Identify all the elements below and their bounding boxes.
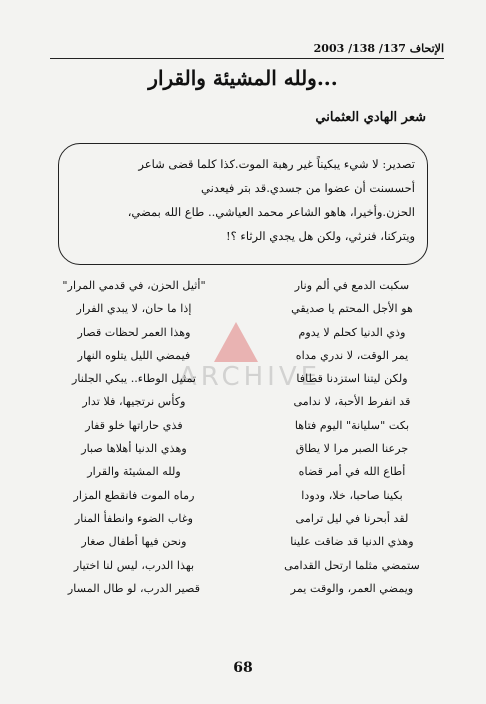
intro-line: ويتركنا، فنرثي، ولكن هل يجدي الرثاء ؟!: [226, 229, 415, 243]
verse-first-hemistich: بكينا صاحبا، خلا، ودودا: [301, 488, 403, 502]
verse-second-hemistich: وهذا العمر لحظات قصار: [77, 325, 191, 339]
verse-second-hemistich: بهذا الدرب، ليس لنا اختيار: [73, 558, 195, 572]
verse-second-hemistich: رماه الموت فانقطع المزار: [73, 488, 195, 502]
verse-first-hemistich: ويمضي العمر، والوقت يمر: [290, 581, 414, 595]
verse-second-hemistich: ولله المشيئة والقرار: [87, 465, 181, 479]
verse-second-hemistich: إذا ما حان، لا يبدي الفرار: [76, 302, 192, 316]
verse: [40, 554, 446, 577]
verse-first-hemistich: وهذي الدنيا قد ضاقت علينا: [290, 535, 414, 549]
verse: [40, 460, 446, 483]
verse-first-hemistich: أطاع الله في أمر قضاه: [298, 465, 406, 479]
poem-author: شعر الهادي العثماني: [315, 110, 426, 125]
verse-second-hemistich: ونحن فيها أطفال صغار: [81, 535, 187, 549]
verse-second-hemistich: فذي حاراتها خلو قفار: [85, 418, 183, 432]
verse: [40, 484, 446, 507]
verse-first-hemistich: وذي الدنيا كحلم لا يدوم: [298, 325, 406, 339]
verse-first-hemistich: سكبت الدمع في ألم ونار: [294, 279, 410, 292]
verse: [40, 577, 446, 600]
verse: [40, 367, 446, 390]
verse-second-hemistich: قصير الدرب، لو طال المسار: [67, 581, 201, 595]
verse-second-hemistich: "أثيل الحزن، في قدمي المرار": [62, 279, 206, 292]
verse: [40, 437, 446, 460]
poem-body: [40, 274, 446, 600]
page-number: 68: [233, 660, 253, 676]
verse-first-hemistich: جرعنا الصبر مرا لا يطاق: [295, 442, 409, 456]
verse: [40, 530, 446, 553]
verse-first-hemistich: يمر الوقت، لا ندري مداه: [295, 348, 409, 362]
verse: [40, 297, 446, 320]
verse-second-hemistich: وكأس نرتجيها، فلا تدار: [82, 395, 186, 409]
intro-line: تصدير: لا شيء يبكيناً غير رهبة الموت.كذا كلما قضى شاعر: [138, 157, 415, 171]
verse: [40, 274, 446, 297]
verse-first-hemistich: قد انفرط الأحبة، لا ندامى: [293, 395, 411, 409]
intro-line: أحسسنت أن عضوا من جسدي.قد بتر فيعدني: [201, 181, 415, 195]
verse-first-hemistich: ستمضي مثلما ارتحل القدامى: [284, 558, 420, 572]
verse-second-hemistich: تمثيل الوطاء.. يبكي الجلنار: [71, 372, 197, 386]
verse: [40, 321, 446, 344]
verse: [40, 414, 446, 437]
header-divider: [50, 58, 444, 59]
verse-first-hemistich: هو الأجل المحتم يا صديقي: [291, 302, 413, 316]
verse: [40, 344, 446, 367]
verse: [40, 507, 446, 530]
journal-reference: الإتحاف 137/ 138/ 2003: [313, 42, 444, 55]
verse-first-hemistich: ولكن ليتنا استزدنا قطافا: [296, 372, 408, 386]
verse-first-hemistich: بكت "سليانة" اليوم فتاها: [294, 418, 410, 432]
verse-second-hemistich: وغاب الضوء وانطفأ المنار: [74, 511, 194, 525]
verse-second-hemistich: وهذي الدنيا أهلاها صبار: [81, 442, 187, 456]
verse-first-hemistich: لقد أبحرنا في ليل ترامى: [295, 511, 409, 525]
intro-line: الحزن.وأخيرا، هاهو الشاعر محمد العياشي.. طاع الله بمضي،: [127, 205, 415, 219]
watermark-text: ARCHIVE: [178, 362, 322, 392]
verse-second-hemistich: فيمضي الليل يتلوه النهار: [77, 348, 191, 362]
verse: [40, 390, 446, 413]
poem-title: ...ولله المشيئة والقرار: [148, 66, 338, 90]
intro-box: [58, 143, 428, 265]
